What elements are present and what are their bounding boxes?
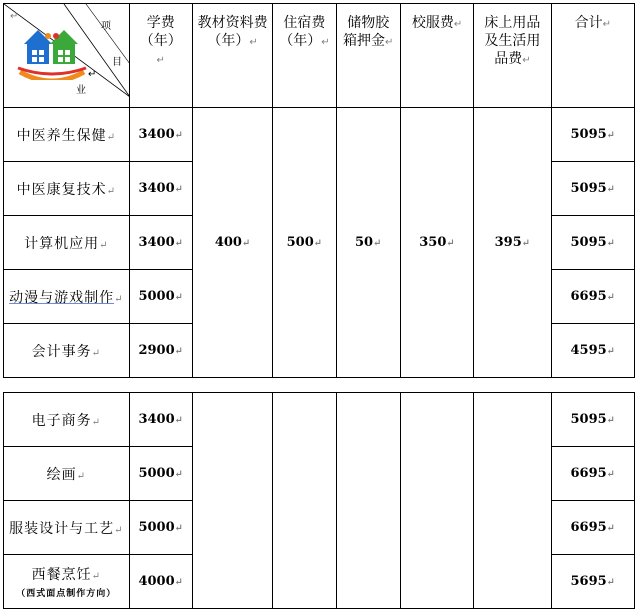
header-deposit: 储物胶 箱押金↵ — [336, 4, 400, 108]
uniform-empty — [400, 393, 473, 609]
bedding-value: 395↵ — [474, 108, 551, 378]
tuition-value: 5000↵ — [129, 501, 192, 555]
uniform-value: 350↵ — [400, 108, 473, 378]
materials-empty — [192, 393, 272, 609]
header-row — [4, 4, 635, 108]
school-logo-icon — [12, 20, 92, 80]
total-value: 5095↵ — [551, 162, 634, 216]
total-value: 5095↵ — [551, 108, 634, 162]
tuition-value: 3400↵ — [129, 162, 192, 216]
tuition-value: 3400↵ — [129, 108, 192, 162]
header-total: 合计↵ — [551, 4, 634, 108]
major-name: 会计事务↵ — [4, 324, 130, 378]
major-name: 服装设计与工艺↵ — [4, 501, 130, 555]
tuition-value: 3400↵ — [129, 216, 192, 270]
total-value: 5095↵ — [551, 216, 634, 270]
corner-mark: ↵ — [10, 11, 19, 22]
tuition-value: 4000↵ — [129, 555, 192, 609]
header-materials: 教材资料费 （年）↵ — [192, 4, 272, 108]
corner-label-dot: ↵ — [88, 69, 97, 80]
major-name: 西餐烹饪↵ （西式面点制作方向） — [4, 555, 130, 609]
table-row — [4, 108, 635, 162]
header-tuition: 学费 （年） ↵ — [129, 4, 192, 108]
fee-table-1 — [3, 3, 635, 378]
bedding-empty — [474, 393, 551, 609]
deposit-value: 50↵ — [336, 108, 400, 378]
materials-value: 400↵ — [192, 108, 272, 378]
total-value: 5695↵ — [551, 555, 634, 609]
total-value: 5095↵ — [551, 393, 634, 447]
header-uniform: 校服费↵ — [400, 4, 473, 108]
table-row — [4, 393, 635, 447]
deposit-empty — [336, 393, 400, 609]
tuition-value: 3400↵ — [129, 393, 192, 447]
major-name: 中医康复技术↵ — [4, 162, 130, 216]
header-housing: 住宿费 （年）↵ — [273, 4, 336, 108]
major-name: 绘画↵ — [4, 447, 130, 501]
tuition-value: 2900↵ — [129, 324, 192, 378]
housing-empty — [273, 393, 336, 609]
corner-cell — [4, 4, 130, 108]
corner-label-target: 目 — [112, 57, 122, 68]
total-value: 6695↵ — [551, 501, 634, 555]
major-name: 动漫与游戏制作↵ — [4, 270, 130, 324]
total-value: 6695↵ — [551, 447, 634, 501]
tuition-value: 5000↵ — [129, 270, 192, 324]
major-name: 中医养生保健↵ — [4, 108, 130, 162]
total-value: 4595↵ — [551, 324, 634, 378]
tuition-value: 5000↵ — [129, 447, 192, 501]
major-subtitle: （西式面点制作方向） — [16, 589, 117, 599]
header-bedding: 床上用品 及生活用 品费↵ — [474, 4, 551, 108]
fee-table-2 — [3, 392, 635, 609]
corner-label-major: 业 — [76, 85, 86, 96]
fee-document — [3, 3, 635, 609]
corner-label-item: 项 — [101, 21, 111, 32]
major-name: 计算机应用↵ — [4, 216, 130, 270]
major-name: 电子商务↵ — [4, 393, 130, 447]
total-value: 6695↵ — [551, 270, 634, 324]
housing-value: 500↵ — [273, 108, 336, 378]
table-gap — [3, 378, 635, 392]
